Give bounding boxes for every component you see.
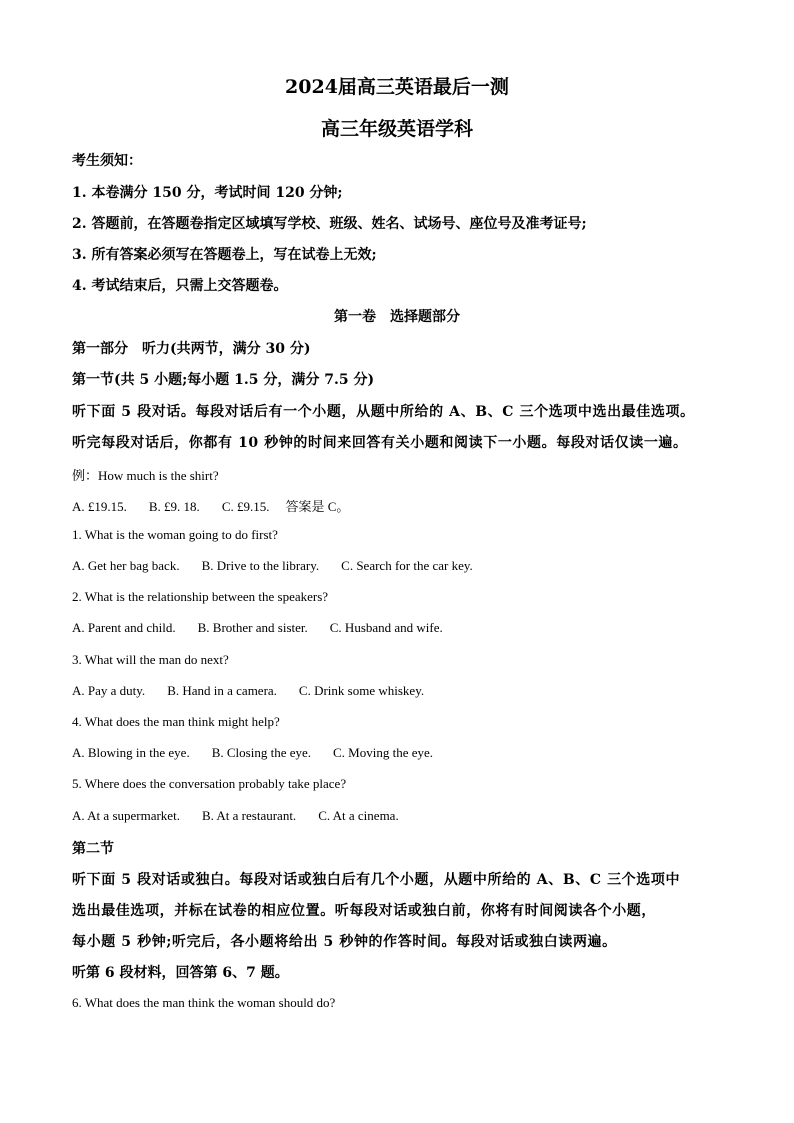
question-text: 4. What does the man think might help? (72, 714, 280, 729)
question-text: 2. What is the relationship between the speakers? (72, 589, 329, 604)
example-options (72, 496, 349, 515)
volume-heading: 第一卷 选择题部分 (334, 309, 460, 325)
question-text: 1. What is the woman going to do first? (72, 527, 278, 542)
question-options (72, 620, 443, 636)
question-options (72, 745, 433, 761)
question-options (72, 808, 399, 824)
material-heading: 听第 6 段材料，回答第 6、7 题。 (72, 965, 289, 981)
option: C. Husband and wife. (329, 620, 443, 635)
option: B. At a restaurant. (201, 808, 297, 823)
option: C. Drink some whiskey. (298, 683, 425, 698)
exam-subtitle: 高三年级英语学科 (320, 118, 473, 140)
question-options (72, 558, 473, 574)
option: A. At a supermarket. (72, 808, 180, 823)
instruction-line: 每小题 5 秒钟;听完后，各小题将给出 5 秒钟的作答时间。每段对话或独白读两遍。 (72, 934, 617, 950)
option: C. Search for the car key. (341, 558, 473, 573)
question-options (72, 683, 424, 699)
question-text: 6. What does the man think the woman should do? (72, 995, 336, 1010)
option: B. Drive to the library. (201, 558, 320, 573)
option: C. At a cinema. (318, 808, 399, 823)
question-text: 3. What will the man do next? (72, 652, 229, 667)
option: C. £9.15. (221, 499, 270, 514)
exam-title: 2024届高三英语最后一测 (285, 76, 509, 98)
instruction-line: 选出最佳选项，并标在试卷的相应位置。听每段对话或独白前，你将有时间阅读各个小题， (72, 903, 656, 919)
question-text: 5. Where does the conversation probably take place? (72, 776, 347, 791)
section-heading: 第一节(共 5 小题;每小题 1.5 分，满分 7.5 分) (72, 372, 375, 388)
instruction-line: 听下面 5 段对话或独白。每段对话或独白后有几个小题，从题中所给的 A、B、C 三个选项中 (72, 872, 681, 888)
part-heading: 第一部分 听力(共两节，满分 30 分) (72, 341, 311, 357)
example-question: 例：How much is the shirt? (72, 468, 219, 483)
option: A. £19.15. (72, 499, 127, 514)
option: A. Parent and child. (72, 620, 176, 635)
option: C. Moving the eye. (333, 745, 434, 760)
option: B. Closing the eye. (211, 745, 312, 760)
example-answer: 答案是 C。 (285, 499, 350, 514)
option: A. Get her bag back. (72, 558, 180, 573)
option: A. Blowing in the eye. (72, 745, 190, 760)
section-heading: 第二节 (72, 841, 114, 857)
notice-item: 4. 考试结束后，只需上交答题卷。 (72, 278, 288, 294)
notice-item: 1. 本卷满分 150 分，考试时间 120 分钟; (72, 185, 343, 201)
instruction-line: 听下面 5 段对话。每段对话后有一个小题，从题中所给的 A、B、C 三个选项中选出最佳选项。 (72, 404, 695, 420)
option: B. £9. 18. (148, 499, 200, 514)
notice-heading: 考生须知： (72, 153, 142, 169)
option: A. Pay a duty. (72, 683, 146, 698)
notice-item: 2. 答题前，在答题卷指定区域填写学校、班级、姓名、试场号、座位号及准考证号; (72, 216, 587, 232)
option: B. Hand in a camera. (167, 683, 277, 698)
notice-item: 3. 所有答案必须写在答题卷上，写在试卷上无效; (72, 247, 377, 263)
option: B. Brother and sister. (197, 620, 308, 635)
instruction-line: 听完每段对话后，你都有 10 秒钟的时间来回答有关小题和阅读下一小题。每段对话仅读一遍。 (72, 435, 688, 451)
